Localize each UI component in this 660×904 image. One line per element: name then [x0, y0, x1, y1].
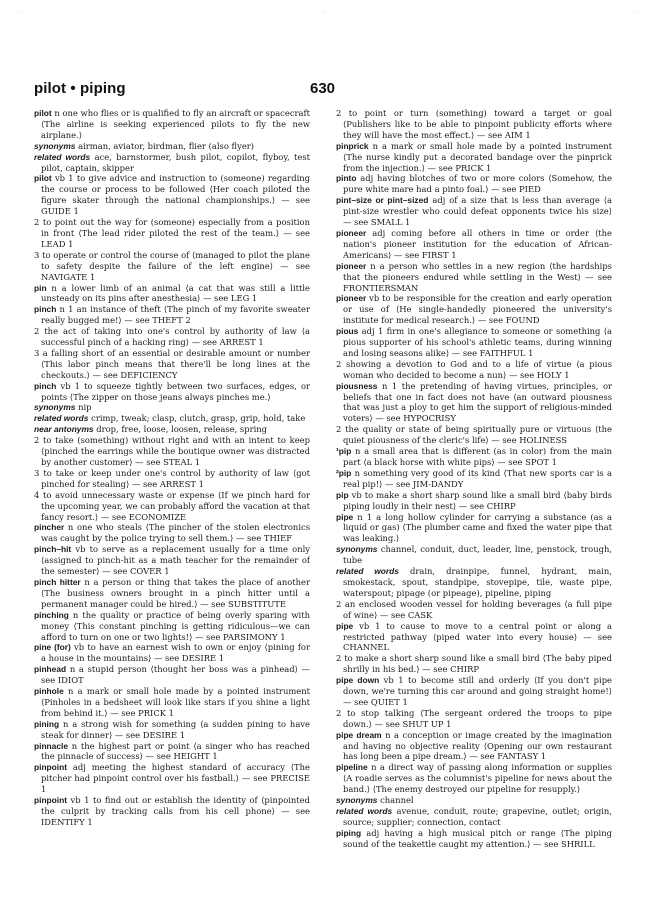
entry-headword: pinch–hit [34, 544, 72, 555]
entry-definition: vb 1 to cause to move to a central point or along a restricted pathway ⟨piped water into every house⟩ — see CHANNEL [343, 620, 612, 653]
entry-definition: vb 1 to squeeze tightly between two surfaces, edges, or points ⟨The zipper on those jeans always pinches me.⟩ [41, 380, 310, 402]
sense-text: nip [75, 402, 92, 413]
entry-definition: n 1 an instance of theft ⟨The pinch of my favorite sweater really bugged me!⟩ — see THEFT 2 [41, 304, 310, 326]
corner-mark: . [322, 6, 325, 15]
entry-headword: pioneer [336, 293, 367, 304]
entry-definition: n a stupid person ⟨thought her boss was a pinhead⟩ — see IDIOT [41, 664, 310, 686]
entry-definition: n a mark or small hole made by a pointed instrument ⟨The nurse kindly put a decorated bandage over the pinprick from the injection.⟩ — see PRICK 1 [343, 140, 612, 173]
entry-headword: pinhole [34, 686, 64, 697]
entry-definition: vb 1 to find out or establish the identity of ⟨pinpointed the culprit by tracking calls from his cell phone⟩ — see IDENTIFY 1 [41, 795, 310, 827]
dictionary-entry [336, 490, 612, 512]
entry-sense [34, 217, 310, 250]
entry-headword: pinching [34, 609, 69, 620]
entry-headword: pinch [34, 380, 57, 391]
entry-definition: n something very good of its kind ⟨That new sports car is a real pip!⟩ — see JIM-DANDY [343, 467, 612, 489]
dictionary-entry [34, 577, 310, 610]
entry-definition: n a lower limb of an animal ⟨a cat that was still a little unsteady on its pins after anesthesia⟩ — see LEG 1 [41, 282, 310, 304]
entry-headword: pipe [336, 511, 354, 522]
sense-text: airman, aviator, birdman, flier (also flyer) [75, 140, 255, 151]
sense-text: channel [377, 795, 414, 806]
word-list-label: related words [336, 806, 393, 816]
entry-word-list [34, 141, 310, 152]
entry-sense [336, 653, 612, 675]
entry-headword: pin [34, 282, 47, 293]
dictionary-entry [336, 261, 612, 294]
entry-sense [34, 348, 310, 381]
entry-word-list [336, 795, 612, 806]
entry-headword: pinto [336, 173, 357, 184]
entry-definition: vb 1 to give advice and instruction to (someone) regarding the course or process to be followed ⟨Her coach piloted the figure skater through the national championships.⟩ — see GUIDE 1 [41, 173, 310, 217]
word-list-label: related words [34, 413, 89, 424]
entry-headword: pipe dream [336, 729, 382, 740]
dictionary-entry [34, 686, 310, 719]
entry-sense [34, 326, 310, 348]
sense-text: 2 the quality or state of being spiritually pure or virtuous ⟨the quiet piousness of the cleric's life⟩ — see HOLINESS [336, 424, 612, 446]
word-list-label: synonyms [336, 795, 378, 806]
dictionary-entry [34, 108, 310, 141]
entry-headword: pioneer [336, 227, 367, 238]
entry-sense [336, 359, 612, 381]
entry-headword: pilot [34, 173, 52, 184]
page-header [34, 80, 626, 100]
entry-definition: vb to have an earnest wish to own or enjoy ⟨pining for a house in the mountains⟩ — see DESIRE 1 [41, 642, 310, 664]
entry-definition: n a mark or small hole made by a pointed instrument ⟨Pinholes in a bedsheet will look like stars if you shine a light from behind it.⟩ — see PRICK 1 [41, 686, 310, 718]
entry-definition: vb to make a short sharp sound like a small bird ⟨baby birds piping loudly in their nest⟩ — see CHIRP [343, 489, 612, 511]
entry-definition: n one who steals ⟨The pincher of the stolen electronics was caught by the police trying to sell them.⟩ — see THIEF [41, 522, 310, 544]
entry-definition: vb to serve as a replacement usually for a time only ⟨assigned to pinch-hit as a math teacher for the remainder of the semester⟩ — see COVER 1 [41, 544, 310, 577]
entry-headword: pinnacle [34, 740, 68, 751]
entry-headword: ¹pip [336, 446, 352, 457]
dictionary-entry [336, 141, 612, 174]
entry-word-list [336, 806, 612, 828]
corner-mark: . [636, 6, 639, 15]
entry-word-list [34, 424, 310, 435]
dictionary-entry [34, 642, 310, 664]
entry-definition: n a conception or image created by the imagination and having no objective reality ⟨Opening our own restaurant has long been a pipe dream.⟩ — see FANTASY 1 [343, 729, 612, 762]
sense-text: 3 a falling short of an essential or desirable amount or number ⟨This labor pinch means that there'll be long lines at the checkouts.⟩ — see DEFICIENCY [34, 347, 310, 380]
dictionary-entry [336, 621, 612, 654]
entry-word-list [336, 566, 612, 599]
dictionary-entry [336, 762, 612, 795]
entry-definition: n a strong wish for something ⟨a sudden pining to have steak for dinner⟩ — see DESIRE 1 [41, 718, 310, 740]
word-list-label: related words [336, 566, 399, 577]
entry-definition: adj coming before all others in time or order ⟨the nation's pioneer institution for the education of African-Americans⟩ — see FIRST 1 [343, 227, 612, 260]
sense-text: 4 to avoid unnecessary waste or expense ⟨If we pinch hard for the upcoming year, we can probably afford the vacation at that fancy resort.⟩ — see ECONOMIZE [34, 489, 310, 522]
entry-headword: piousness [336, 380, 378, 391]
entry-definition: adj meeting the highest standard of accuracy ⟨The pitcher had pinpoint control over his fastball.⟩ — see PRECISE 1 [41, 762, 310, 795]
sense-text: 2 an enclosed wooden vessel for holding beverages ⟨a full pipe of wine⟩ — see CASK [336, 598, 612, 620]
entry-headword: pint–size or pint–sized [336, 195, 429, 206]
word-list-label: synonyms [34, 140, 76, 151]
dictionary-entry [336, 446, 612, 468]
dictionary-entry [34, 522, 310, 544]
entry-sense [34, 250, 310, 283]
dictionary-entry [34, 304, 310, 326]
entry-sense [336, 708, 612, 730]
sense-text: 2 to take (something) without right and with an intent to keep ⟨pinched the earrings while the boutique owner was distracted by another customer⟩ — see STEAL 1 [34, 435, 310, 467]
entry-definition: n 1 the pretending of having virtues, principles, or beliefs that one in fact does not have ⟨an outward piousness that was just a ploy to get him the support of religious-minded voters⟩ — see HYPOCRISY [343, 380, 612, 424]
entry-definition: n a person or thing that takes the place of another ⟨The business owners brought in a pinch hitter until a permanent manager could be hired.⟩ — see SUBSTITUTE [41, 576, 310, 609]
entry-definition: adj of a size that is less than average ⟨a pint-size wrestler who could defeat opponents twice his size⟩ — see SMALL 1 [343, 195, 612, 228]
entry-definition: n the quality or practice of being overly sparing with money ⟨This constant pinching is getting ridiculous—we can afford to turn on one or two lights!⟩ — see PARSIMONY 1 [41, 609, 310, 642]
right-column [336, 108, 612, 898]
sense-text: 2 showing a devotion to God and to a life of virtue ⟨a pious woman who decided to become a nun⟩ — see HOLY 1 [336, 358, 612, 380]
dictionary-entry [336, 228, 612, 261]
dictionary-entry [336, 173, 612, 195]
dictionary-entry [336, 468, 612, 490]
word-list-label: related words [34, 151, 91, 162]
word-list-label: near antonyms [34, 424, 94, 435]
entry-definition: n 1 a long hollow cylinder for carrying a substance (as a liquid or gas) ⟨The plumber came and fixed the water pipe that was leaking.⟩ [343, 511, 612, 544]
entry-sense [34, 468, 310, 490]
entry-headword: pinch [34, 304, 57, 315]
entry-headword: pip [336, 489, 349, 500]
page-number: 630 [310, 80, 336, 97]
entry-word-list [336, 544, 612, 566]
dictionary-entry [34, 173, 310, 217]
entry-word-list [34, 402, 310, 413]
sense-text: 3 to take or keep under one's control by authority of law ⟨got pinched for stealing⟩ — see ARREST 1 [34, 467, 310, 489]
dictionary-entry [336, 730, 612, 763]
sense-text: crimp, tweak; clasp, clutch, grasp, grip, hold, take [88, 413, 306, 424]
dictionary-entry [34, 741, 310, 763]
dictionary-entry [34, 610, 310, 643]
dictionary-entry [34, 544, 310, 577]
sense-text: 2 to make a short sharp sound like a small bird ⟨The baby piped shrilly in his bed.⟩ — see CHIRP [336, 653, 612, 675]
entry-definition: n a direct way of passing along information or supplies ⟨A roadie serves as the columnist's pipeline for news about the band.⟩ ⟨The enemy destroyed our pipeline for resupply.⟩ [343, 762, 612, 795]
entry-headword: pinpoint [34, 795, 68, 806]
entry-headword: pipeline [336, 762, 368, 773]
sense-text: drain, drainpipe, funnel, hydrant, main, smokestack, spout, standpipe, stovepipe, tile, waste pipe, waterspout; pipage (or pipeage), pipeline, piping [343, 566, 612, 598]
entry-definition: vb 1 to become still and orderly ⟨If you don't pipe down, we're turning this car around and going straight home!⟩ — see QUIET 1 [343, 675, 612, 707]
entry-headword: pipe [336, 620, 354, 631]
dictionary-entry [336, 326, 612, 359]
sense-text: 2 to stop talking ⟨The sergeant ordered the troops to pipe down.⟩ — see SHUT UP 1 [336, 707, 612, 729]
word-list-label: synonyms [336, 544, 378, 555]
sense-text: 3 to operate or control the course of ⟨managed to pilot the plane to safety despite the failure of the left engine⟩ — see NAVIGATE 1 [34, 249, 310, 282]
dictionary-entry [336, 381, 612, 425]
entry-headword: pilot [34, 108, 52, 118]
entry-definition: n a small area that is different (as in color) from the main part ⟨a black horse with white pips⟩ — see SPOT 1 [343, 446, 612, 467]
dictionary-entry [34, 664, 310, 686]
entry-sense [34, 435, 310, 468]
dictionary-entry [336, 828, 612, 850]
dictionary-entry [34, 795, 310, 828]
corner-mark: . [20, 6, 23, 15]
entry-headword: pinch hitter [34, 576, 81, 587]
entry-headword: pincher [34, 522, 65, 533]
entry-sense [336, 599, 612, 621]
entry-headword: pipe down [336, 675, 380, 686]
entry-definition: adj having a high musical pitch or range ⟨The piping sound of the teakettle caught my attention.⟩ — see SHRILL [343, 827, 612, 849]
entry-headword: pine (for) [34, 642, 71, 653]
dictionary-entry [34, 283, 310, 305]
running-head: pilot • piping [34, 80, 126, 97]
sense-text: 2 to point out the way for (someone) especially from a position in front ⟨The lead rider piloted the rest of the team.⟩ — see LEAD 1 [34, 217, 310, 249]
dictionary-entry [34, 381, 310, 403]
entry-headword: pioneer [336, 260, 367, 271]
dictionary-entry [336, 512, 612, 545]
entry-headword: pious [336, 326, 359, 337]
dictionary-entry [336, 675, 612, 708]
entry-sense [336, 424, 612, 446]
sense-text: 2 the act of taking into one's control by authority of law ⟨a successful pinch of a hacking ring⟩ — see ARREST 1 [34, 326, 310, 348]
entry-definition: n a person who settles in a new region ⟨the hardships that the pioneers endured while settling in the West⟩ — see FRONTIERSMAN [343, 260, 612, 293]
sense-text: avenue, conduit, route; grapevine, outlet; origin, source; supplier; connection, contact [343, 806, 612, 827]
entry-headword: pinprick [336, 140, 369, 151]
dictionary-entry [336, 293, 612, 326]
entry-definition: n the highest part or point ⟨a singer who has reached the pinnacle of success⟩ — see HEIGHT 1 [41, 740, 310, 762]
entry-headword: pinhead [34, 664, 67, 675]
entry-definition: adj 1 firm in one's allegiance to someone or something ⟨a pious supporter of his school's athletic teams, during winning and losing seasons alike⟩ — see FAITHFUL 1 [343, 326, 612, 358]
entry-definition: vb to be responsible for the creation and early operation or use of ⟨He single-handedly pioneered the university's institute for medical research.⟩ — see FOUND [343, 293, 612, 326]
word-list-label: synonyms [34, 402, 76, 413]
sense-text: ace, barnstormer, bush pilot, copilot, flyboy, test pilot, captain, skipper [41, 151, 310, 173]
entry-definition: 2 to point or turn (something) toward a target or goal ⟨Publishers like to be able to pinpoint publicity efforts where they will have the most effect.⟩ — see AIM 1 [336, 108, 612, 140]
dictionary-entry [34, 762, 310, 795]
entry-definition: adj having blotches of two or more colors ⟨Somehow, the pure white mare had a pinto foal.⟩ — see PIED [343, 173, 612, 195]
entry-definition: n one who flies or is qualified to fly an aircraft or spacecraft ⟨The airline is seeking experienced pilots to fly the new airplane.⟩ [41, 108, 310, 140]
entry-word-list [34, 152, 310, 174]
sense-text: drop, free, loose, loosen, release, spring [93, 424, 268, 435]
sense-text: channel, conduit, duct, leader, line, penstock, trough, tube [343, 544, 612, 566]
entry-headword: pining [34, 718, 60, 729]
dictionary-entry [34, 719, 310, 741]
entry-word-list [34, 413, 310, 424]
entry-sense [34, 490, 310, 523]
entry-headword: ²pip [336, 467, 352, 478]
dictionary-entry [336, 195, 612, 228]
dictionary-entry [336, 108, 612, 141]
entry-headword: piping [336, 827, 362, 838]
left-column [34, 108, 310, 898]
entry-headword: pinpoint [34, 762, 68, 773]
